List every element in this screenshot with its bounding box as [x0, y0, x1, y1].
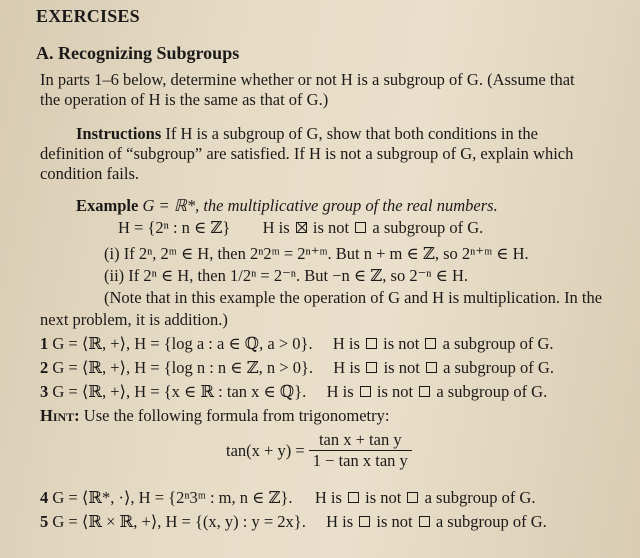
example-subgroup-label: a subgroup of G. — [372, 218, 484, 237]
problem-number: 5 — [40, 512, 49, 531]
problem-text: G = ⟨ℝ, +⟩, H = {x ∈ ℝ : tan x ∈ ℚ}. — [52, 382, 307, 401]
example-h-row — [118, 218, 483, 238]
is-not-checkbox-icon[interactable] — [426, 362, 437, 373]
subgroup-label: a subgroup of G. — [424, 488, 536, 507]
example-statement — [76, 196, 498, 216]
is-label: H is — [314, 488, 342, 507]
is-checkbox-icon[interactable] — [360, 386, 371, 397]
problem-text: G = ⟨ℝ, +⟩, H = {log n : n ∈ ℤ, n > 0}. — [52, 358, 314, 377]
problem-row — [40, 358, 554, 378]
is-label: H is — [326, 382, 354, 401]
empty-box-icon — [355, 222, 366, 233]
problem-text: G = ⟨ℝ × ℝ, +⟩, H = {(x, y) : y = 2x}. — [52, 512, 306, 531]
is-label: H is — [326, 512, 354, 531]
instructions-line-3: condition fails. — [40, 164, 139, 183]
is-not-checkbox-icon[interactable] — [419, 516, 430, 527]
is-not-checkbox-icon[interactable] — [407, 492, 418, 503]
subgroup-label: a subgroup of G. — [442, 334, 554, 353]
checked-box-icon — [296, 222, 307, 233]
is-not-checkbox-icon[interactable] — [425, 338, 436, 349]
example-label: Example — [76, 196, 139, 215]
is-not-checkbox-icon[interactable] — [419, 386, 430, 397]
problem-row — [40, 382, 547, 402]
is-checkbox-icon[interactable] — [359, 516, 370, 527]
example-part-ii: (ii) If 2ⁿ ∈ H, then 1/2ⁿ = 2⁻ⁿ. But −n ∈ ℤ, so 2⁻ⁿ ∈ H. — [104, 266, 468, 285]
is-not-label: is not — [383, 334, 420, 353]
is-not-label: is not — [376, 512, 413, 531]
formula-denominator: 1 − tan x tan y — [312, 451, 408, 470]
problem-row — [40, 488, 535, 508]
problem-number: 4 — [40, 488, 49, 507]
instructions-text-1: If H is a subgroup of G, show that both conditions in the — [165, 124, 538, 143]
example-note-2: next problem, it is addition.) — [40, 310, 228, 329]
hint-line — [40, 406, 389, 426]
intro-line-1: In parts 1–6 below, determine whether or not H is a subgroup of G. (Assume that — [40, 70, 575, 89]
problem-number: 3 — [40, 382, 49, 401]
formula-fraction — [309, 430, 412, 471]
example-h-def: H = {2ⁿ : n ∈ ℤ} — [118, 218, 231, 237]
is-not-label: is not — [365, 488, 402, 507]
problem-row — [40, 334, 554, 354]
is-not-label: is not — [383, 358, 420, 377]
exercises-heading: EXERCISES — [36, 6, 140, 26]
problem-number: 1 — [40, 334, 49, 353]
is-label: H is — [333, 358, 361, 377]
subgroup-label: a subgroup of G. — [435, 512, 547, 531]
subgroup-label: a subgroup of G. — [436, 382, 548, 401]
formula-numerator: tan x + tan y — [309, 430, 412, 451]
is-checkbox-icon[interactable] — [366, 338, 377, 349]
intro-line-2: the operation of H is the same as that of G.) — [40, 90, 329, 109]
example-text: G = ℝ*, the multiplicative group of the real numbers. — [142, 196, 498, 215]
is-checkbox-icon[interactable] — [348, 492, 359, 503]
problem-text: G = ⟨ℝ*, ·⟩, H = {2ⁿ3ᵐ : m, n ∈ ℤ}. — [52, 488, 293, 507]
is-checkbox-icon[interactable] — [366, 362, 377, 373]
problem-row — [40, 512, 547, 532]
subgroup-label: a subgroup of G. — [443, 358, 554, 377]
hint-label: Hint: — [40, 406, 80, 425]
formula-lhs: tan(x + y) = — [226, 440, 305, 460]
is-label: H is — [332, 334, 360, 353]
instructions-line-1 — [76, 124, 538, 144]
example-note-1: (Note that in this example the operation of G and H is multiplication. In the — [104, 288, 603, 307]
instructions-label: Instructions — [76, 124, 162, 143]
example-is-not-label: is not — [312, 218, 350, 237]
tan-formula — [226, 430, 412, 474]
hint-text: Use the following formula from trigonometry: — [83, 406, 390, 425]
instructions-line-2: definition of “subgroup” are satisfied. If H is not a subgroup of G, explain which — [40, 144, 574, 163]
example-part-i: (i) If 2ⁿ, 2ᵐ ∈ H, then 2ⁿ2ᵐ = 2ⁿ⁺ᵐ. But n + m ∈ ℤ, so 2ⁿ⁺ᵐ ∈ H. — [104, 244, 529, 263]
problem-number: 2 — [40, 358, 49, 377]
problem-text: G = ⟨ℝ, +⟩, H = {log a : a ∈ ℚ, a > 0}. — [52, 334, 313, 353]
example-is-label: H is — [262, 218, 290, 237]
is-not-label: is not — [376, 382, 414, 401]
section-title: A. Recognizing Subgroups — [36, 43, 240, 63]
